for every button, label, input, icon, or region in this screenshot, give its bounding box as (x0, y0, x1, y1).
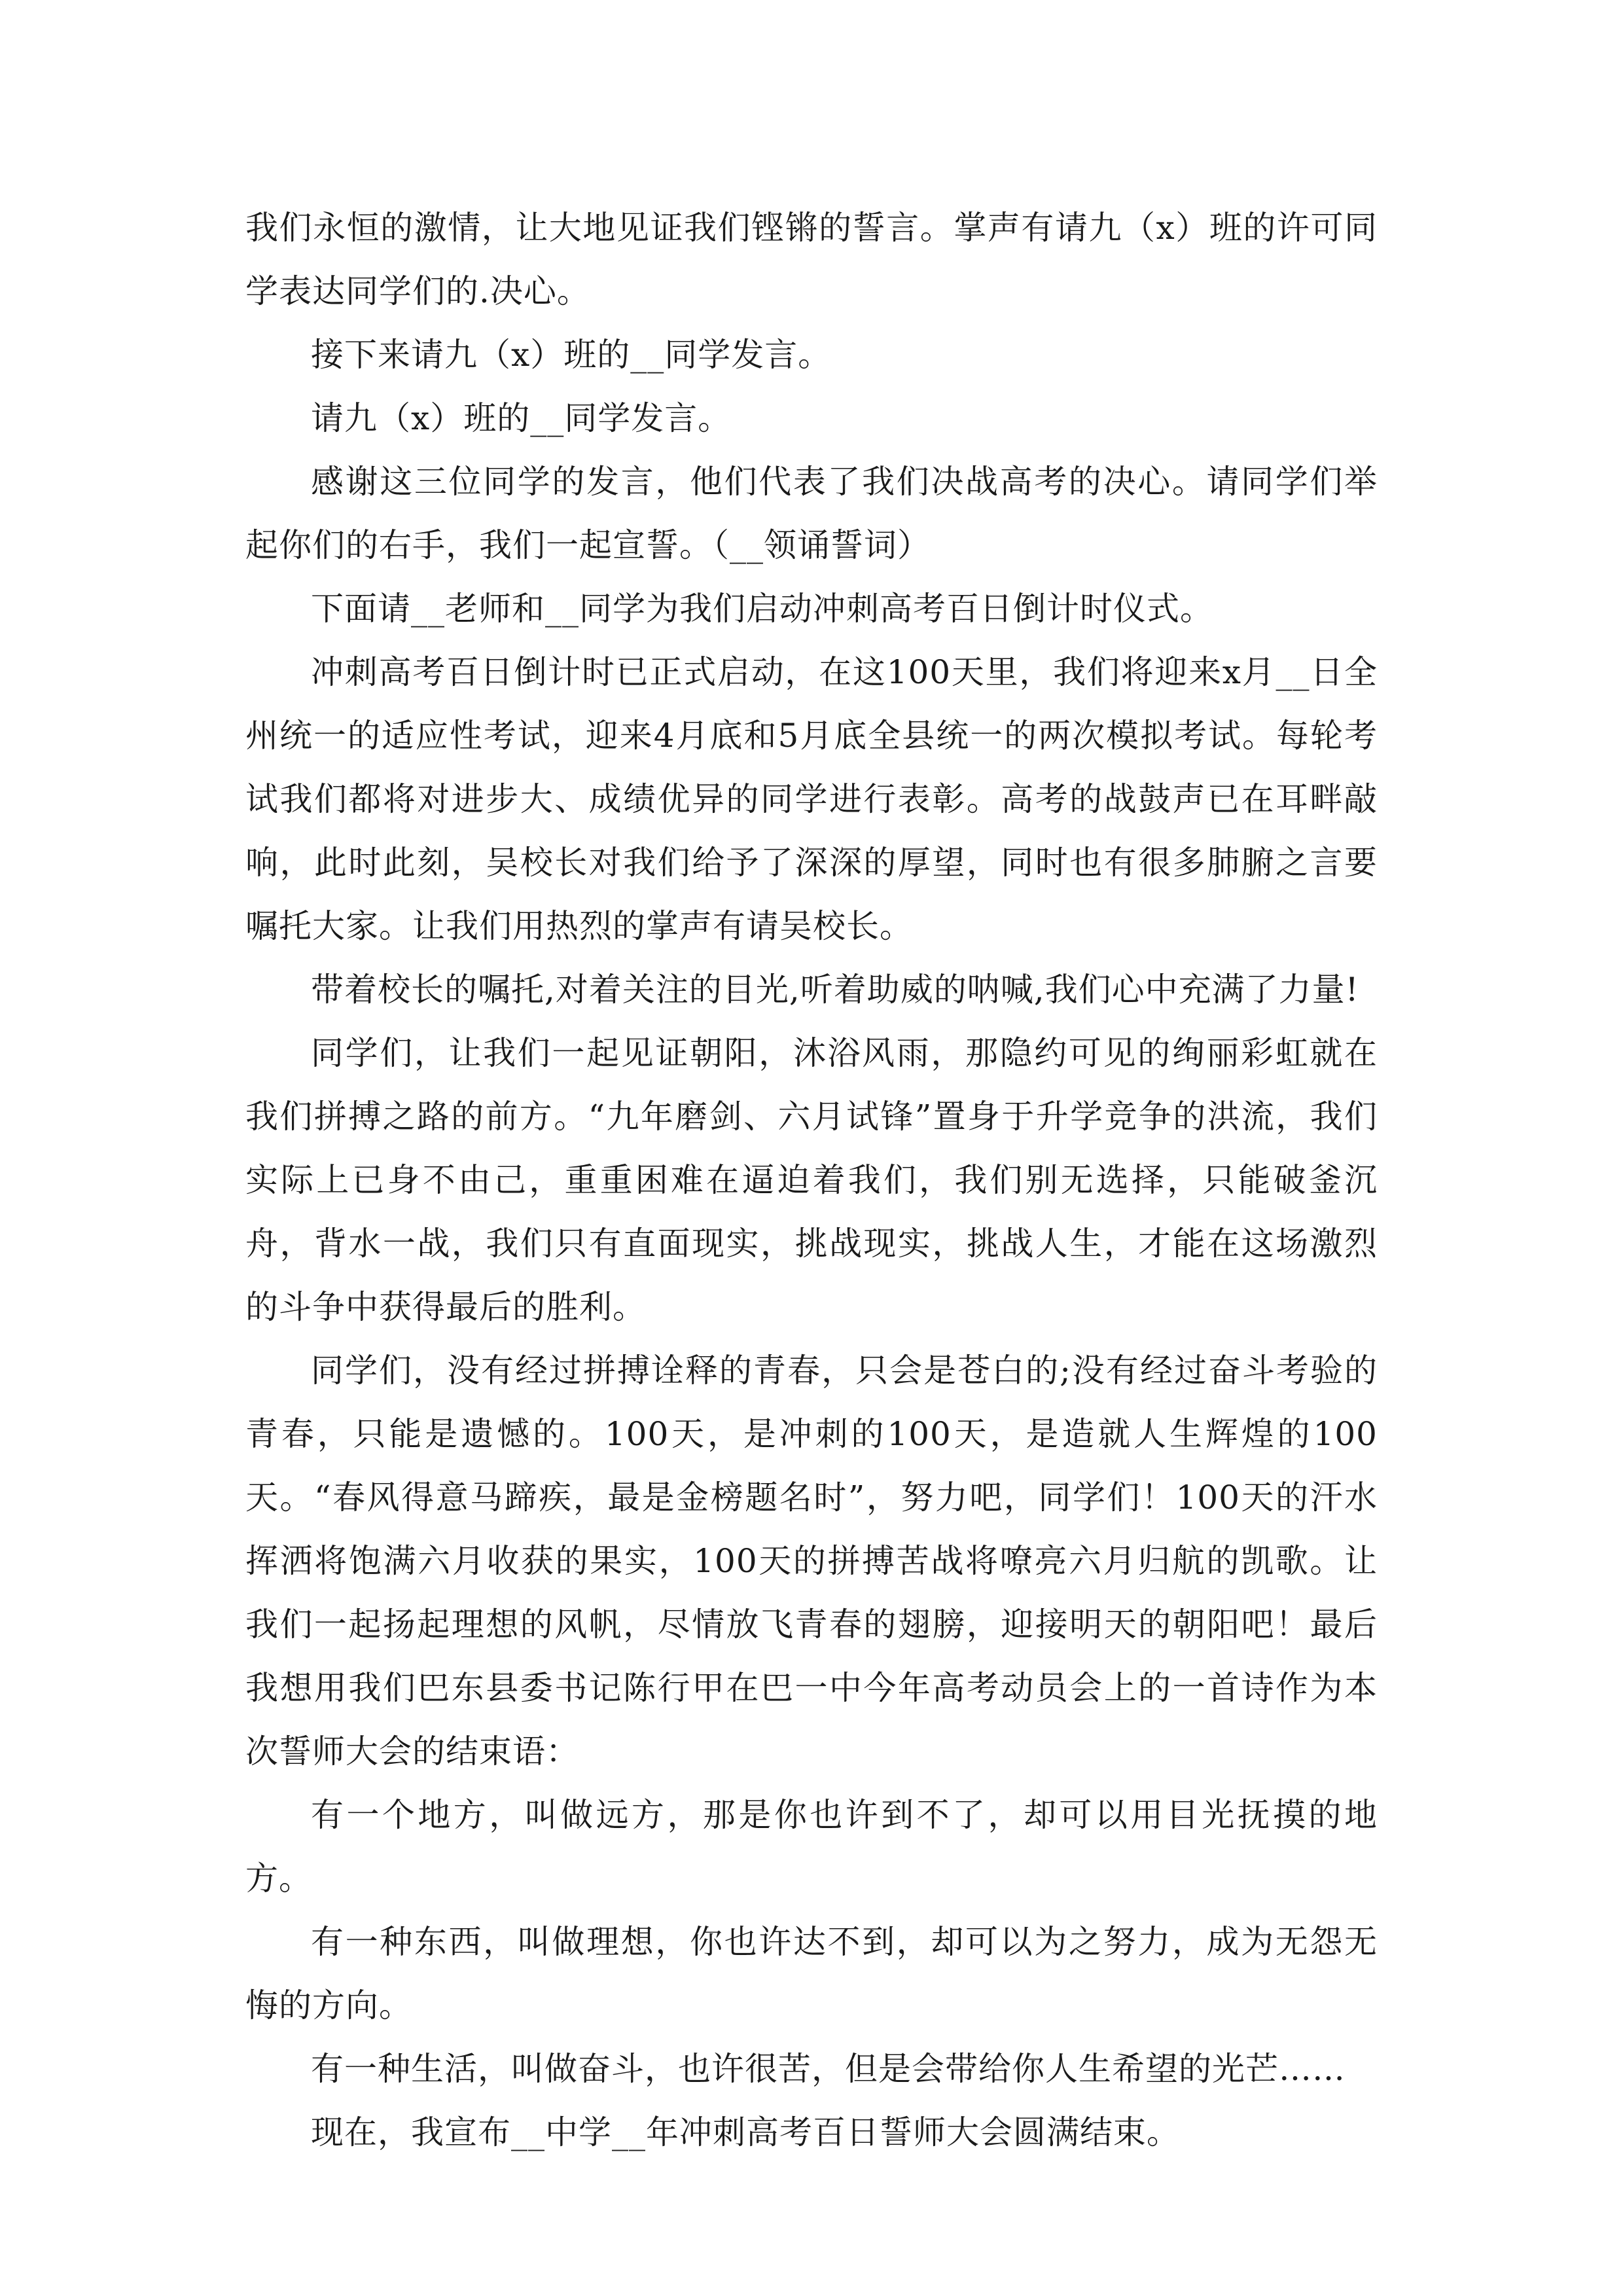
document-body (245, 196, 1378, 2164)
paragraph-speaker-invite: 请九（x）班的__同学发言。 (311, 399, 732, 437)
paragraph-witness-sunrise: 同学们，让我们一起见证朝阳，沐浴风雨，那隐约可见的绚丽彩虹就在我们拼搏之路的前方。“九年磨剑、六月试锋”置身于升学竞争的洪流，我们实际上已身不由己，重重困难在逼迫着我们，我们别无选择，只能破釜沉舟，背水一战，我们只有直面现实，挑战现实，挑战人生，才能在这场激烈的斗争中获得最后的胜利。 (245, 1034, 1378, 1326)
paragraph-oath-continuation: 我们永恒的激情，让大地见证我们铿锵的誓言。掌声有请九（x）班的许可同学表达同学们的.决心。 (245, 209, 1378, 310)
paragraph-countdown-ceremony: 下面请__老师和__同学为我们启动冲刺高考百日倒计时仪式。 (311, 590, 1213, 628)
paragraph-poem-line-1: 有一个地方，叫做远方，那是你也许到不了，却可以用目光抚摸的地方。 (245, 1796, 1378, 1897)
paragraph-thanks-oath: 感谢这三位同学的发言，他们代表了我们决战高考的决心。请同学们举起你们的右手，我们一起宣誓。（__领诵誓词） (245, 463, 1378, 564)
paragraph-principal-entrust: 带着校长的嘱托,对着关注的目光,听着助威的呐喊,我们心中充满了力量! (311, 971, 1359, 1009)
paragraph-closing: 现在，我宣布__中学__年冲刺高考百日誓师大会圆满结束。 (311, 2113, 1180, 2151)
paragraph-countdown-started: 冲刺高考百日倒计时已正式启动，在这100天里，我们将迎来x月__日全州统一的适应性考试，迎来4月底和5月底全县统一的两次模拟考试。每轮考试我们都将对进步大、成绩优异的同学进行表彰。高考的战鼓声已在耳畔敲响，此时此刻，吴校长对我们给予了深深的厚望，同时也有很多肺腑之言要嘱托大家。让我们用热烈的掌声有请吴校长。 (245, 653, 1378, 945)
paragraph-next-speaker: 接下来请九（x）班的__同学发言。 (311, 336, 832, 374)
paragraph-poem-line-3: 有一种生活，叫做奋斗，也许很苦，但是会带给你人生希望的光芒…… (311, 2050, 1346, 2088)
paragraph-youth-struggle: 同学们，没有经过拼搏诠释的青春，只会是苍白的;没有经过奋斗考验的青春，只能是遗憾的。100天，是冲刺的100天，是造就人生辉煌的100天。“春风得意马蹄疾，最是金榜题名时”，努力吧，同学们！100天的汗水挥洒将饱满六月收获的果实，100天的拼搏苦战将嘹亮六月归航的凯歌。让我们一起扬起理想的风帆，尽情放飞青春的翅膀，迎接明天的朝阳吧！最后我想用我们巴东县委书记陈行甲在巴一中今年高考动员会上的一首诗作为本次誓师大会的结束语： (245, 1352, 1378, 1770)
paragraph-poem-line-2: 有一种东西，叫做理想，你也许达不到，却可以为之努力，成为无怨无悔的方向。 (245, 1923, 1378, 2024)
